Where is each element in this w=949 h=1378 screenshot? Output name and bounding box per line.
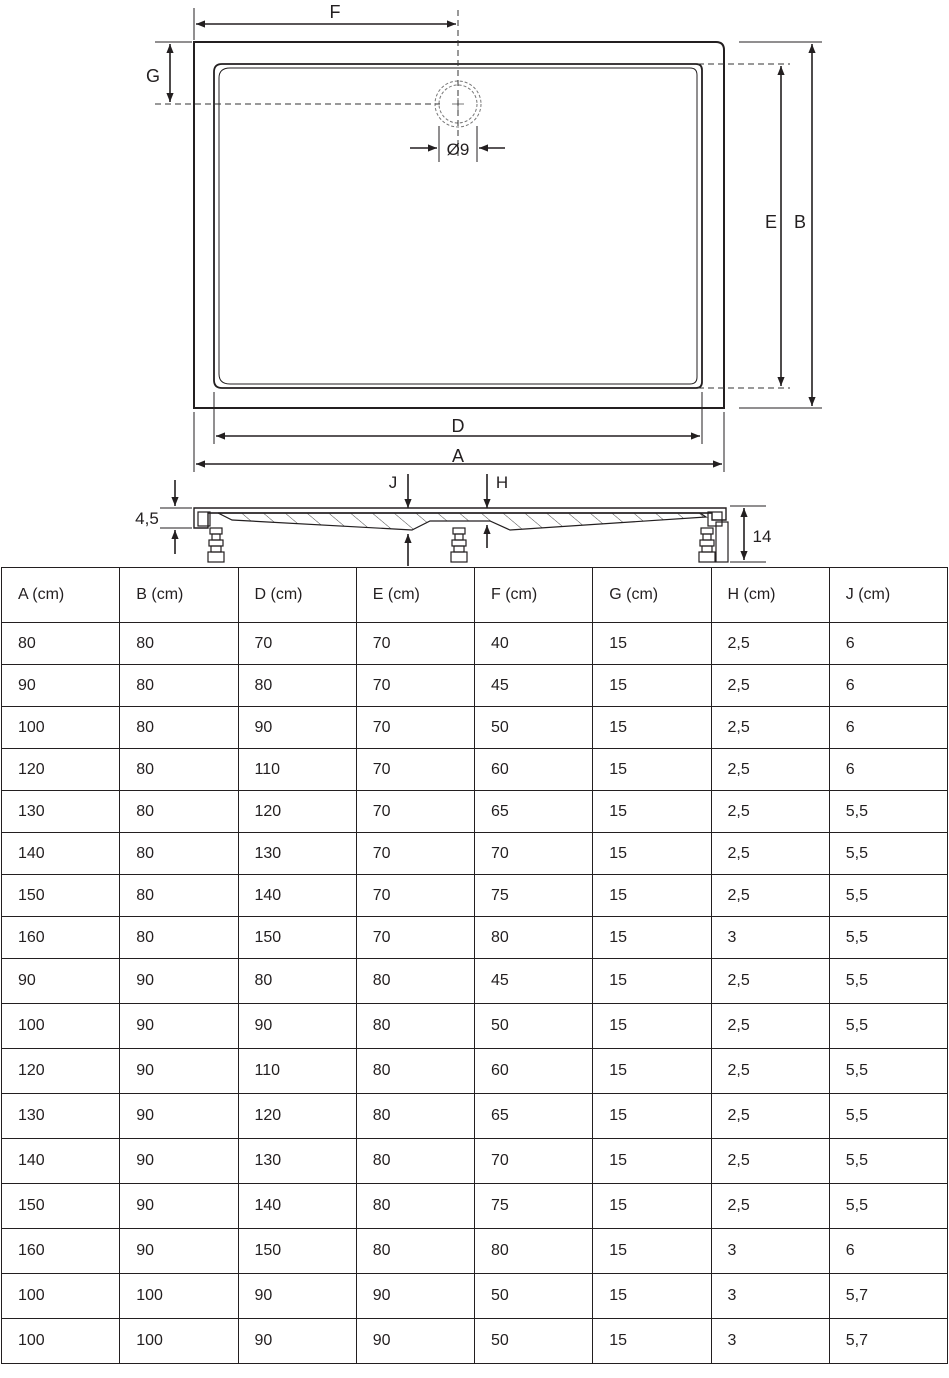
- table-cell: 90: [238, 1004, 356, 1049]
- table-header-row: [2, 568, 948, 623]
- col-header-f: F (cm): [475, 568, 593, 623]
- table-cell: 100: [120, 1319, 238, 1364]
- table-cell: 80: [356, 1184, 474, 1229]
- table-cell: 40: [475, 623, 593, 665]
- table-cell: 2,5: [711, 1184, 829, 1229]
- table-row: [2, 1184, 948, 1229]
- table-cell: 15: [593, 791, 711, 833]
- dimensions-table: [1, 567, 948, 1364]
- table-cell: 60: [475, 749, 593, 791]
- table-cell: 5,5: [829, 833, 947, 875]
- table-cell: 100: [2, 1004, 120, 1049]
- table-cell: 80: [475, 917, 593, 959]
- table-cell: 90: [120, 1049, 238, 1094]
- table-cell: 5,5: [829, 1049, 947, 1094]
- tray-outline: [194, 42, 724, 408]
- table-cell: 6: [829, 749, 947, 791]
- table-cell: 80: [120, 749, 238, 791]
- table-cell: 50: [475, 1004, 593, 1049]
- table-row: [2, 665, 948, 707]
- table-cell: 65: [475, 791, 593, 833]
- table-cell: 15: [593, 1094, 711, 1139]
- table-cell: 100: [2, 1274, 120, 1319]
- table-cell: 90: [120, 1139, 238, 1184]
- table-cell: 2,5: [711, 791, 829, 833]
- table-cell: 2,5: [711, 959, 829, 1004]
- table-cell: 80: [120, 707, 238, 749]
- table-cell: 130: [2, 791, 120, 833]
- table-cell: 140: [2, 1139, 120, 1184]
- table-cell: 90: [356, 1274, 474, 1319]
- table-cell: 90: [356, 1319, 474, 1364]
- table-cell: 90: [2, 959, 120, 1004]
- table-cell: 15: [593, 1319, 711, 1364]
- table-cell: 5,5: [829, 1139, 947, 1184]
- table-cell: 2,5: [711, 665, 829, 707]
- table-cell: 150: [2, 875, 120, 917]
- label-b: B: [793, 212, 807, 232]
- table-cell: 2,5: [711, 707, 829, 749]
- table-cell: 110: [238, 749, 356, 791]
- table-cell: 80: [120, 917, 238, 959]
- table-cell: 75: [475, 1184, 593, 1229]
- table-cell: 75: [475, 875, 593, 917]
- table-cell: 5,5: [829, 1184, 947, 1229]
- table-cell: 70: [356, 665, 474, 707]
- table-cell: 80: [120, 623, 238, 665]
- table-cell: 130: [2, 1094, 120, 1139]
- table-cell: 5,5: [829, 1094, 947, 1139]
- col-header-e: E (cm): [356, 568, 474, 623]
- table-cell: 70: [356, 875, 474, 917]
- label-drain-diameter: Ø9: [446, 140, 470, 159]
- table-cell: 80: [120, 833, 238, 875]
- col-header-b: B (cm): [120, 568, 238, 623]
- table-cell: 50: [475, 1319, 593, 1364]
- table-cell: 2,5: [711, 749, 829, 791]
- label-d: D: [451, 416, 465, 436]
- dimension-lines: [170, 24, 812, 464]
- table-cell: 6: [829, 665, 947, 707]
- table-row: [2, 1274, 948, 1319]
- table-cell: 2,5: [711, 1004, 829, 1049]
- table-cell: 6: [829, 623, 947, 665]
- label-h: H: [495, 473, 509, 492]
- table-cell: 140: [238, 875, 356, 917]
- table-cell: 140: [238, 1184, 356, 1229]
- table-cell: 100: [120, 1274, 238, 1319]
- table-row: [2, 1139, 948, 1184]
- table-cell: 5,5: [829, 1004, 947, 1049]
- table-cell: 150: [2, 1184, 120, 1229]
- col-header-h: H (cm): [711, 568, 829, 623]
- table-cell: 80: [356, 1004, 474, 1049]
- col-header-a: A (cm): [2, 568, 120, 623]
- table-cell: 15: [593, 833, 711, 875]
- table-cell: 160: [2, 1229, 120, 1274]
- table-cell: 70: [356, 791, 474, 833]
- table-cell: 15: [593, 1184, 711, 1229]
- table-cell: 130: [238, 833, 356, 875]
- table-row: [2, 1049, 948, 1094]
- top-view: [146, 2, 822, 472]
- table-cell: 90: [120, 1229, 238, 1274]
- table-row: [2, 917, 948, 959]
- table-cell: 100: [2, 1319, 120, 1364]
- table-cell: 150: [238, 1229, 356, 1274]
- table-cell: 15: [593, 1004, 711, 1049]
- table-cell: 70: [356, 917, 474, 959]
- section-view: [135, 473, 771, 566]
- label-j: J: [388, 473, 398, 492]
- table-cell: 120: [2, 749, 120, 791]
- table-cell: 150: [238, 917, 356, 959]
- table-cell: 3: [711, 1274, 829, 1319]
- table-cell: 5,5: [829, 959, 947, 1004]
- table-cell: 90: [238, 1319, 356, 1364]
- table-cell: 80: [356, 1139, 474, 1184]
- table-cell: 100: [2, 707, 120, 749]
- table-cell: 140: [2, 833, 120, 875]
- table-cell: 90: [120, 1094, 238, 1139]
- table-cell: 70: [356, 707, 474, 749]
- table-cell: 80: [475, 1229, 593, 1274]
- label-a: A: [451, 446, 465, 466]
- col-header-d: D (cm): [238, 568, 356, 623]
- table-cell: 3: [711, 1319, 829, 1364]
- label-rim-height: 4,5: [135, 509, 159, 528]
- table-row: [2, 1319, 948, 1364]
- table-cell: 50: [475, 1274, 593, 1319]
- label-total-height: 14: [752, 527, 772, 546]
- table-cell: 70: [475, 833, 593, 875]
- reference-lines: [155, 10, 790, 388]
- foot-left: [208, 528, 224, 562]
- table-row: [2, 1094, 948, 1139]
- table-cell: 5,7: [829, 1274, 947, 1319]
- table-row: [2, 1004, 948, 1049]
- technical-drawing: [0, 0, 949, 567]
- table-cell: 80: [120, 665, 238, 707]
- table-cell: 45: [475, 665, 593, 707]
- table-cell: 2,5: [711, 1094, 829, 1139]
- col-header-g: G (cm): [593, 568, 711, 623]
- table-cell: 70: [238, 623, 356, 665]
- table-cell: 15: [593, 959, 711, 1004]
- table-cell: 90: [120, 959, 238, 1004]
- table-row: [2, 833, 948, 875]
- extension-lines: [155, 8, 822, 472]
- table-cell: 2,5: [711, 875, 829, 917]
- table-cell: 2,5: [711, 1139, 829, 1184]
- table-cell: 80: [120, 875, 238, 917]
- table-cell: 3: [711, 917, 829, 959]
- table-row: [2, 707, 948, 749]
- table-cell: 2,5: [711, 623, 829, 665]
- col-header-j: J (cm): [829, 568, 947, 623]
- table-row: [2, 749, 948, 791]
- table-cell: 80: [356, 959, 474, 1004]
- table-row: [2, 623, 948, 665]
- table-cell: 5,5: [829, 875, 947, 917]
- table-cell: 70: [356, 623, 474, 665]
- table-cell: 2,5: [711, 833, 829, 875]
- label-f: F: [329, 2, 341, 22]
- label-e: E: [764, 212, 778, 232]
- table-cell: 80: [120, 791, 238, 833]
- table-row: [2, 875, 948, 917]
- table-cell: 65: [475, 1094, 593, 1139]
- table-cell: 70: [356, 749, 474, 791]
- table-cell: 6: [829, 707, 947, 749]
- table-cell: 15: [593, 1139, 711, 1184]
- table-cell: 130: [238, 1139, 356, 1184]
- table-cell: 70: [475, 1139, 593, 1184]
- table-cell: 90: [2, 665, 120, 707]
- foot-right: [699, 522, 728, 562]
- table-cell: 120: [238, 1094, 356, 1139]
- table-row: [2, 791, 948, 833]
- table-cell: 120: [2, 1049, 120, 1094]
- table-cell: 80: [2, 623, 120, 665]
- table-cell: 90: [238, 1274, 356, 1319]
- table-cell: 15: [593, 623, 711, 665]
- table-cell: 90: [238, 707, 356, 749]
- table-cell: 15: [593, 665, 711, 707]
- table-cell: 15: [593, 1274, 711, 1319]
- table-cell: 15: [593, 749, 711, 791]
- table-cell: 160: [2, 917, 120, 959]
- table-cell: 110: [238, 1049, 356, 1094]
- table-cell: 80: [356, 1094, 474, 1139]
- table-cell: 3: [711, 1229, 829, 1274]
- table-cell: 15: [593, 1229, 711, 1274]
- table-cell: 2,5: [711, 1049, 829, 1094]
- label-g: G: [145, 66, 161, 86]
- table-cell: 45: [475, 959, 593, 1004]
- table-cell: 6: [829, 1229, 947, 1274]
- table-cell: 80: [356, 1229, 474, 1274]
- table-row: [2, 959, 948, 1004]
- table-cell: 80: [356, 1049, 474, 1094]
- table-cell: 90: [120, 1004, 238, 1049]
- foot-center: [451, 528, 467, 562]
- table-cell: 50: [475, 707, 593, 749]
- table-cell: 70: [356, 833, 474, 875]
- table-row: [2, 1229, 948, 1274]
- table-cell: 15: [593, 707, 711, 749]
- table-cell: 80: [238, 665, 356, 707]
- table-cell: 15: [593, 1049, 711, 1094]
- table-cell: 5,5: [829, 917, 947, 959]
- table-cell: 90: [120, 1184, 238, 1229]
- table-cell: 5,5: [829, 791, 947, 833]
- table-cell: 15: [593, 917, 711, 959]
- table-cell: 15: [593, 875, 711, 917]
- table-cell: 5,7: [829, 1319, 947, 1364]
- table-cell: 60: [475, 1049, 593, 1094]
- table-cell: 120: [238, 791, 356, 833]
- table-cell: 80: [238, 959, 356, 1004]
